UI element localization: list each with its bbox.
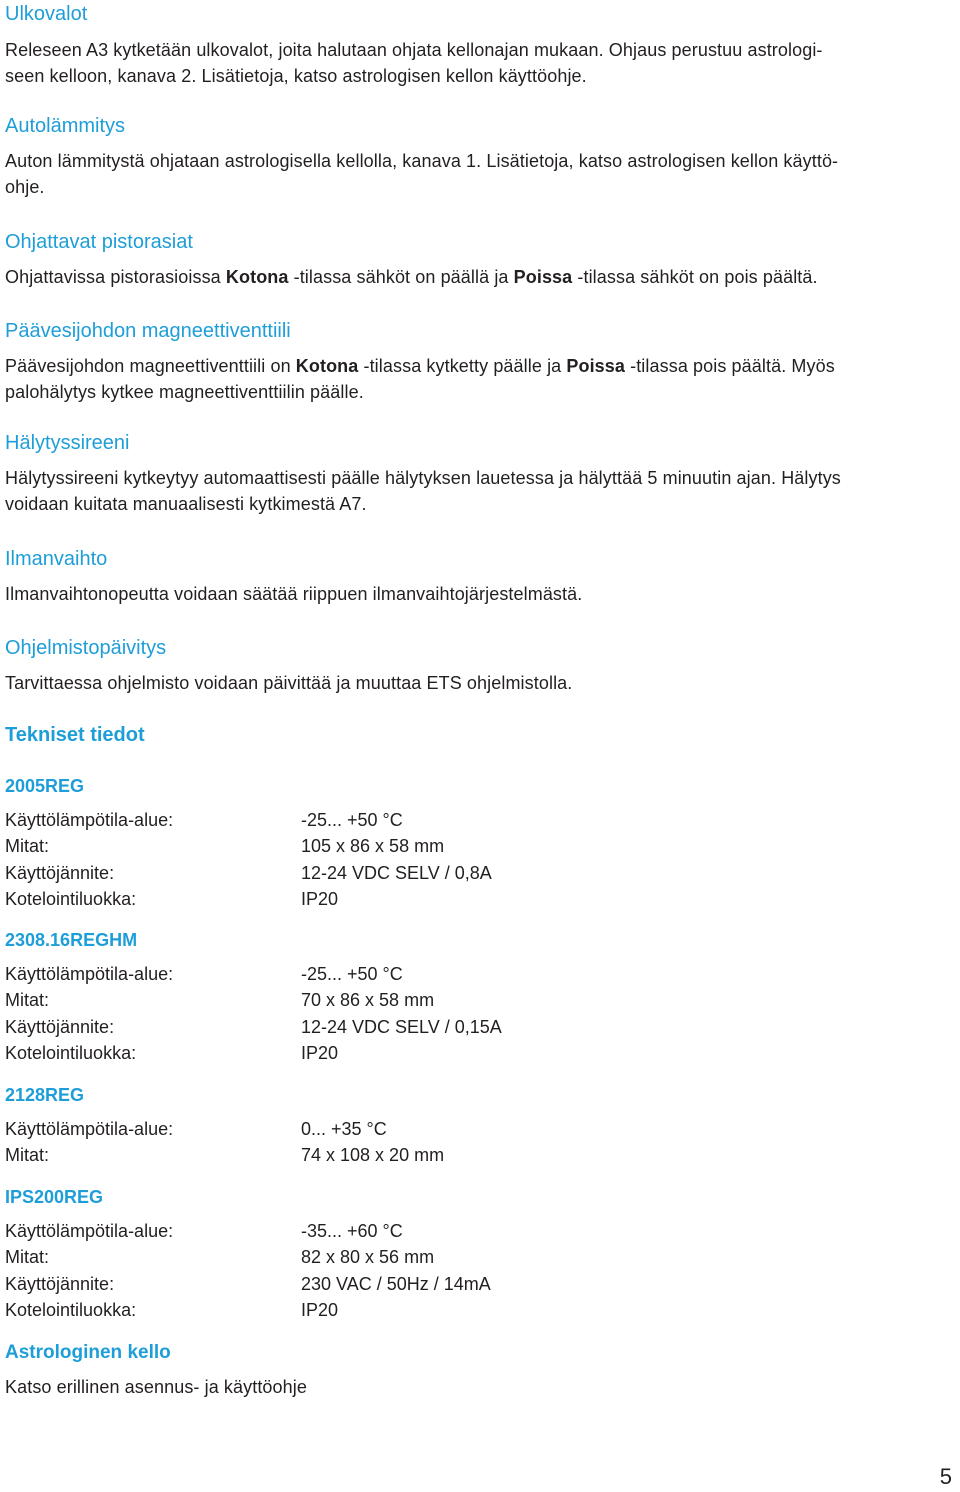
section-heading: Astrologinen kello: [5, 1342, 171, 1363]
spec-label: Käyttöjännite:: [5, 1273, 115, 1294]
device-2308-16reghm: [5, 927, 957, 1066]
spec-table: [5, 961, 957, 1066]
spec-value: 105 x 86 x 58 mm: [301, 836, 445, 857]
spec-row: [5, 1297, 957, 1323]
device-2128reg: [5, 1082, 957, 1169]
spec-label: Kotelointiluokka:: [5, 1299, 137, 1320]
section-heading: Ohjelmistopäivitys: [5, 637, 167, 659]
tech-heading: Tekniset tiedot: [5, 724, 145, 746]
section-heading: Päävesijohdon magneettiventtiili: [5, 320, 291, 342]
paragraph-line: Päävesijohdon magneettiventtiili on Kotona -tilassa kytketty päälle ja Poissa -tilassa pois päältä. Myös: [5, 356, 835, 376]
spec-value: 230 VAC / 50Hz / 14mA: [301, 1273, 491, 1294]
device-name: 2128REG: [5, 1085, 85, 1105]
spec-value: IP20: [301, 888, 339, 909]
spec-table: [5, 807, 957, 912]
section-halytyssireeni: [5, 430, 957, 517]
spec-row: [5, 961, 957, 987]
paragraph-line: Tarvittaessa ohjelmisto voidaan päivittää ja muuttaa ETS ohjelmistolla.: [5, 673, 573, 693]
spec-value: IP20: [301, 1299, 339, 1320]
section-heading: Ohjattavat pistorasiat: [5, 231, 193, 253]
section-heading: Hälytyssireeni: [5, 432, 130, 454]
spec-value: 12-24 VDC SELV / 0,8A: [301, 862, 492, 883]
spec-label: Mitat:: [5, 1247, 50, 1268]
paragraph-line: palohälytys kytkee magneettiventtiilin päälle.: [5, 382, 364, 402]
device-2005reg: [5, 773, 957, 912]
spec-value: 12-24 VDC SELV / 0,15A: [301, 1016, 502, 1037]
section-astrologinen-kello: [5, 1340, 957, 1400]
spec-row: [5, 1040, 957, 1066]
paragraph-line: Auton lämmitystä ohjataan astrologisella kellolla, kanava 1. Lisätietoja, katso astrologisen kellon käyttö-: [5, 151, 839, 171]
paragraph-line: ohje.: [5, 177, 45, 197]
spec-label: Mitat:: [5, 1145, 50, 1166]
spec-row: [5, 860, 957, 886]
spec-row: [5, 1142, 957, 1168]
spec-row: [5, 1014, 957, 1040]
spec-row: [5, 987, 957, 1013]
spec-label: Kotelointiluokka:: [5, 1042, 137, 1063]
section-ohjattavat-pistorasiat: [5, 229, 957, 290]
spec-label: Käyttölämpötila-alue:: [5, 810, 174, 830]
spec-value: 74 x 108 x 20 mm: [301, 1145, 445, 1166]
spec-row: [5, 1244, 957, 1270]
device-name: 2308.16REGHM: [5, 930, 138, 950]
page-number: 5: [939, 1464, 952, 1489]
spec-row: [5, 1116, 957, 1142]
spec-row: [5, 807, 957, 833]
section-ilmanvaihto: [5, 546, 957, 607]
paragraph-line: Ilmanvaihtonopeutta voidaan säätää riippuen ilmanvaihtojärjestelmästä.: [5, 584, 583, 604]
paragraph-line: seen kelloon, kanava 2. Lisätietoja, katso astrologisen kellon käyttöohje.: [5, 66, 587, 86]
spec-value: 0... +35 °C: [301, 1119, 387, 1139]
spec-label: Käyttölämpötila-alue:: [5, 1221, 174, 1241]
spec-label: Mitat:: [5, 990, 50, 1011]
spec-value: -35... +60 °C: [301, 1221, 403, 1241]
section-magneettiventtiili: [5, 318, 957, 405]
paragraph-line: Hälytyssireeni kytkeytyy automaattisesti päälle hälytyksen lauetessa ja hälyttää 5 minuutin ajan. Hälytys: [5, 468, 841, 488]
spec-label: Käyttöjännite:: [5, 1016, 115, 1037]
spec-value: -25... +50 °C: [301, 964, 403, 984]
section-heading: Ulkovalot: [5, 3, 88, 25]
section-ohjelmistopaivitys: [5, 635, 957, 696]
spec-label: Kotelointiluokka:: [5, 888, 137, 909]
section-autolammitys: [5, 113, 957, 200]
spec-row: [5, 886, 957, 912]
spec-row: [5, 833, 957, 859]
device-name: 2005REG: [5, 776, 85, 796]
paragraph-line: Katso erillinen asennus- ja käyttöohje: [5, 1377, 307, 1397]
spec-row: [5, 1271, 957, 1297]
spec-table: [5, 1116, 957, 1169]
spec-table: [5, 1218, 957, 1323]
spec-value: -25... +50 °C: [301, 810, 403, 830]
spec-value: 82 x 80 x 56 mm: [301, 1247, 435, 1268]
paragraph-line: Releseen A3 kytketään ulkovalot, joita halutaan ohjata kellonajan mukaan. Ohjaus perustuu astrologi-: [5, 40, 823, 60]
section-ulkovalot: [5, 1, 957, 89]
paragraph-line: voidaan kuitata manuaalisesti kytkimestä A7.: [5, 494, 367, 514]
section-heading: Ilmanvaihto: [5, 548, 108, 570]
spec-label: Käyttöjännite:: [5, 862, 115, 883]
spec-value: 70 x 86 x 58 mm: [301, 990, 435, 1011]
spec-value: IP20: [301, 1042, 339, 1063]
spec-label: Käyttölämpötila-alue:: [5, 1119, 174, 1139]
spec-row: [5, 1218, 957, 1244]
spec-label: Mitat:: [5, 836, 50, 857]
paragraph-line: Ohjattavissa pistorasioissa Kotona -tilassa sähköt on päällä ja Poissa -tilassa sähköt on pois päältä.: [5, 267, 818, 287]
section-heading: Autolämmitys: [5, 115, 126, 137]
device-name: IPS200REG: [5, 1187, 104, 1207]
spec-label: Käyttölämpötila-alue:: [5, 964, 174, 984]
device-ips200reg: [5, 1184, 957, 1323]
